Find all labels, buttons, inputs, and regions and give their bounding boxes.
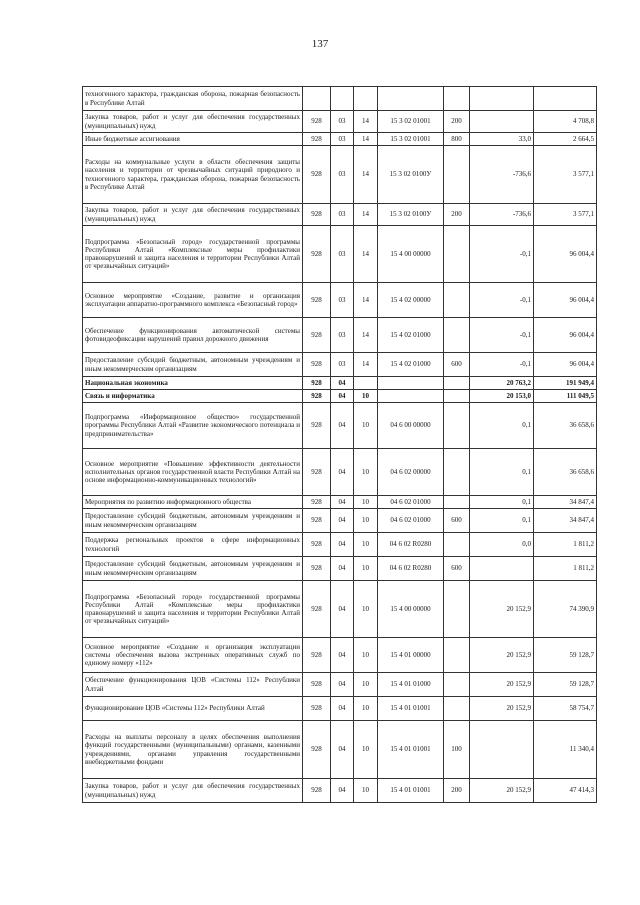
row-name: Основное мероприятие «Повышение эффективности деятельности исполнительных органов государственной власти Республики Алтай на основе информационно-коммуникационных технологий»: [83, 449, 303, 496]
expense-type: [444, 226, 470, 283]
total-amount: 58 754,7: [534, 697, 597, 721]
expense-type: 600: [444, 509, 470, 533]
subsection-code: 14: [354, 283, 378, 318]
total-amount: 1 811,2: [534, 557, 597, 581]
expense-type: [444, 318, 470, 353]
section-code: 04: [331, 449, 354, 496]
row-name: Функционирование ЦОВ «Системы 112» Республики Алтай: [83, 697, 303, 721]
row-name: Расходы на выплаты персоналу в целях обеспечения выполнения функций государственными (муниципальными) органами, казенными учреждениями, органами управления государственными внебюджетными фондами: [83, 721, 303, 779]
section-code: 03: [331, 146, 354, 204]
total-amount: 4 708,8: [534, 111, 597, 133]
section-code: 04: [331, 509, 354, 533]
target-article: 04 6 02 01000: [378, 496, 444, 509]
total-amount: 34 847,4: [534, 509, 597, 533]
row-name: Закупка товаров, работ и услуг для обеспечения государственных (муниципальных) нужд: [83, 204, 303, 226]
change-amount: [470, 87, 534, 111]
section-code: 03: [331, 204, 354, 226]
subsection-code: 14: [354, 146, 378, 204]
admin-code: 928: [303, 133, 331, 146]
section-code: 03: [331, 226, 354, 283]
section-code: 04: [331, 779, 354, 803]
change-amount: -0,1: [470, 283, 534, 318]
subsection-code: 10: [354, 509, 378, 533]
expense-type: [444, 283, 470, 318]
section-code: 03: [331, 283, 354, 318]
total-amount: 36 658,6: [534, 449, 597, 496]
row-name: Национальная экономика: [83, 377, 303, 390]
total-amount: 47 414,3: [534, 779, 597, 803]
table-row: [83, 133, 597, 146]
total-amount: 96 004,4: [534, 226, 597, 283]
admin-code: 928: [303, 204, 331, 226]
row-name: Основное мероприятие «Создание и организация эксплуатации системы обеспечения вызова экстренных оперативных служб по единому номеру «112»: [83, 638, 303, 673]
table-row: [83, 390, 597, 403]
change-amount: 0,1: [470, 496, 534, 509]
target-article: 04 6 02 00000: [378, 449, 444, 496]
change-amount: -736,6: [470, 146, 534, 204]
admin-code: 928: [303, 557, 331, 581]
total-amount: 59 128,7: [534, 673, 597, 697]
row-name: Закупка товаров, работ и услуг для обеспечения государственных (муниципальных) нужд: [83, 111, 303, 133]
target-article: 15 4 00 00000: [378, 226, 444, 283]
row-name: Мероприятия по развитию информационного общества: [83, 496, 303, 509]
table-row: [83, 111, 597, 133]
target-article: 15 4 01 01000: [378, 673, 444, 697]
change-amount: 20 153,0: [470, 390, 534, 403]
total-amount: 111 049,5: [534, 390, 597, 403]
subsection-code: [354, 87, 378, 111]
section-code: 04: [331, 403, 354, 449]
target-article: 15 3 02 01001: [378, 133, 444, 146]
subsection-code: 10: [354, 557, 378, 581]
subsection-code: 14: [354, 204, 378, 226]
change-amount: 20 763,2: [470, 377, 534, 390]
section-code: 04: [331, 581, 354, 638]
target-article: 15 4 02 00000: [378, 283, 444, 318]
change-amount: [470, 557, 534, 581]
target-article: 04 6 00 00000: [378, 403, 444, 449]
table-row: [83, 146, 597, 204]
total-amount: 3 577,1: [534, 146, 597, 204]
table-row: [83, 377, 597, 390]
total-amount: 59 128,7: [534, 638, 597, 673]
subsection-code: 10: [354, 533, 378, 557]
table-row: [83, 496, 597, 509]
expense-type: [444, 638, 470, 673]
subsection-code: 10: [354, 697, 378, 721]
section-code: 04: [331, 533, 354, 557]
row-name: Обеспечение функционирования ЦОВ «Системы 112» Республики Алтай: [83, 673, 303, 697]
subsection-code: 10: [354, 721, 378, 779]
section-code: 03: [331, 353, 354, 377]
expense-type: [444, 377, 470, 390]
admin-code: 928: [303, 581, 331, 638]
section-code: 03: [331, 318, 354, 353]
change-amount: [470, 111, 534, 133]
table-row: [83, 204, 597, 226]
total-amount: 96 004,4: [534, 318, 597, 353]
admin-code: 928: [303, 779, 331, 803]
expense-type: 200: [444, 204, 470, 226]
row-name: Обеспечение функционирования автоматической системы фотовидеофиксации нарушений правил дорожного движения: [83, 318, 303, 353]
section-code: 04: [331, 496, 354, 509]
admin-code: 928: [303, 721, 331, 779]
change-amount: 20 152,9: [470, 673, 534, 697]
change-amount: 0,0: [470, 533, 534, 557]
row-name: Предоставление субсидий бюджетным, автономным учреждениям и иным некоммерческим организациям: [83, 557, 303, 581]
total-amount: 34 847,4: [534, 496, 597, 509]
change-amount: 20 152,9: [470, 697, 534, 721]
admin-code: 928: [303, 146, 331, 204]
change-amount: 20 152,9: [470, 638, 534, 673]
row-name: Подпрограмма «Безопасный город» государственной программы Республики Алтай «Комплексные меры профилактики правонарушений и защита населения и территории Республики Алтай от чрезвычайных ситуаций»: [83, 226, 303, 283]
expense-type: [444, 146, 470, 204]
target-article: 15 4 01 01001: [378, 697, 444, 721]
target-article: 15 4 01 00000: [378, 638, 444, 673]
expense-type: [444, 390, 470, 403]
change-amount: -0,1: [470, 353, 534, 377]
row-name: Закупка товаров, работ и услуг для обеспечения государственных (муниципальных) нужд: [83, 779, 303, 803]
total-amount: 74 390,9: [534, 581, 597, 638]
admin-code: 928: [303, 111, 331, 133]
admin-code: 928: [303, 353, 331, 377]
admin-code: 928: [303, 318, 331, 353]
admin-code: 928: [303, 509, 331, 533]
total-amount: 2 664,5: [534, 133, 597, 146]
section-code: 04: [331, 638, 354, 673]
admin-code: 928: [303, 673, 331, 697]
row-name: Предоставление субсидий бюджетным, автономным учреждениям и иным некоммерческим организациям: [83, 509, 303, 533]
subsection-code: 14: [354, 133, 378, 146]
table-row: [83, 318, 597, 353]
table-row: [83, 581, 597, 638]
table-row: [83, 721, 597, 779]
subsection-code: 10: [354, 673, 378, 697]
subsection-code: [354, 377, 378, 390]
change-amount: -0,1: [470, 318, 534, 353]
total-amount: 3 577,1: [534, 204, 597, 226]
admin-code: 928: [303, 226, 331, 283]
expense-type: 100: [444, 721, 470, 779]
expense-type: [444, 87, 470, 111]
change-amount: 0,1: [470, 403, 534, 449]
change-amount: -736,6: [470, 204, 534, 226]
section-code: 03: [331, 133, 354, 146]
admin-code: 928: [303, 533, 331, 557]
target-article: 15 3 02 0100У: [378, 146, 444, 204]
section-code: 04: [331, 390, 354, 403]
expense-type: [444, 581, 470, 638]
expense-type: [444, 533, 470, 557]
subsection-code: 10: [354, 449, 378, 496]
table-row: [83, 509, 597, 533]
expense-type: 600: [444, 353, 470, 377]
target-article: 04 6 02 01000: [378, 509, 444, 533]
target-article: [378, 87, 444, 111]
row-name: Основное мероприятие «Создание, развитие и организация эксплуатации аппаратно-программного комплекса «Безопасный город»: [83, 283, 303, 318]
subsection-code: 14: [354, 226, 378, 283]
row-name: Связь и информатика: [83, 390, 303, 403]
subsection-code: 10: [354, 638, 378, 673]
row-name: Иные бюджетные ассигнования: [83, 133, 303, 146]
target-article: 04 6 02 R0280: [378, 533, 444, 557]
total-amount: [534, 87, 597, 111]
row-name: Расходы на коммунальные услуги в области обеспечения защиты населения и территории от чрезвычайных ситуаций природного и техногенного характера, гражданская оборона, пожарная безопасность в Республике Алтай: [83, 146, 303, 204]
table-row: [83, 779, 597, 803]
target-article: 15 3 02 01001: [378, 111, 444, 133]
change-amount: -0,1: [470, 226, 534, 283]
table-row: [83, 638, 597, 673]
table-body: [83, 87, 597, 803]
target-article: [378, 390, 444, 403]
section-code: 04: [331, 557, 354, 581]
expense-type: 800: [444, 133, 470, 146]
target-article: 15 4 02 01000: [378, 318, 444, 353]
table-row: [83, 697, 597, 721]
subsection-code: 14: [354, 353, 378, 377]
expense-type: [444, 697, 470, 721]
admin-code: 928: [303, 697, 331, 721]
section-code: [331, 87, 354, 111]
table-row: [83, 533, 597, 557]
section-code: 03: [331, 111, 354, 133]
table-row: [83, 353, 597, 377]
expense-type: [444, 449, 470, 496]
total-amount: 191 949,4: [534, 377, 597, 390]
admin-code: 928: [303, 377, 331, 390]
section-code: 04: [331, 673, 354, 697]
target-article: 04 6 02 R0280: [378, 557, 444, 581]
row-name: Поддержка региональных проектов в сфере информационных технологий: [83, 533, 303, 557]
target-article: 15 3 02 0100У: [378, 204, 444, 226]
admin-code: 928: [303, 390, 331, 403]
expense-type: [444, 496, 470, 509]
expense-type: 200: [444, 779, 470, 803]
subsection-code: 14: [354, 318, 378, 353]
row-name: техногенного характера, гражданская оборона, пожарная безопасность в Республике Алтай: [83, 87, 303, 111]
total-amount: 96 004,4: [534, 353, 597, 377]
section-code: 04: [331, 377, 354, 390]
expense-type: [444, 673, 470, 697]
expense-type: 600: [444, 557, 470, 581]
admin-code: 928: [303, 638, 331, 673]
table-row: [83, 283, 597, 318]
subsection-code: 10: [354, 779, 378, 803]
subsection-code: 14: [354, 111, 378, 133]
change-amount: 20 152,9: [470, 779, 534, 803]
change-amount: 33,0: [470, 133, 534, 146]
table-row: [83, 87, 597, 111]
change-amount: [470, 721, 534, 779]
table-row: [83, 403, 597, 449]
total-amount: 96 004,4: [534, 283, 597, 318]
admin-code: 928: [303, 449, 331, 496]
change-amount: 20 152,9: [470, 581, 534, 638]
total-amount: 11 340,4: [534, 721, 597, 779]
change-amount: 0,1: [470, 449, 534, 496]
subsection-code: 10: [354, 581, 378, 638]
page-number: 137: [311, 38, 329, 50]
section-code: 04: [331, 721, 354, 779]
budget-table: [82, 86, 597, 803]
target-article: 15 4 02 01000: [378, 353, 444, 377]
target-article: [378, 377, 444, 390]
subsection-code: 10: [354, 390, 378, 403]
change-amount: 0,1: [470, 509, 534, 533]
target-article: 15 4 01 01001: [378, 721, 444, 779]
admin-code: 928: [303, 496, 331, 509]
row-name: Предоставление субсидий бюджетным, автономным учреждениям и иным некоммерческим организациям: [83, 353, 303, 377]
subsection-code: 10: [354, 496, 378, 509]
table-row: [83, 226, 597, 283]
table-row: [83, 673, 597, 697]
table-row: [83, 557, 597, 581]
admin-code: [303, 87, 331, 111]
row-name: Подпрограмма «Информационное общество» государственной программы Республики Алтай «Развитие экономического потенциала и предпринимательства»: [83, 403, 303, 449]
subsection-code: 10: [354, 403, 378, 449]
table-row: [83, 449, 597, 496]
section-code: 04: [331, 697, 354, 721]
target-article: 15 4 00 00000: [378, 581, 444, 638]
expense-type: [444, 403, 470, 449]
admin-code: 928: [303, 283, 331, 318]
target-article: 15 4 01 01001: [378, 779, 444, 803]
row-name: Подпрограмма «Безопасный город» государственной программы Республики Алтай «Комплексные меры профилактики правонарушений и защита населения и территории Республики Алтай от чрезвычайных ситуаций»: [83, 581, 303, 638]
expense-type: 200: [444, 111, 470, 133]
admin-code: 928: [303, 403, 331, 449]
total-amount: 1 811,2: [534, 533, 597, 557]
total-amount: 36 658,6: [534, 403, 597, 449]
